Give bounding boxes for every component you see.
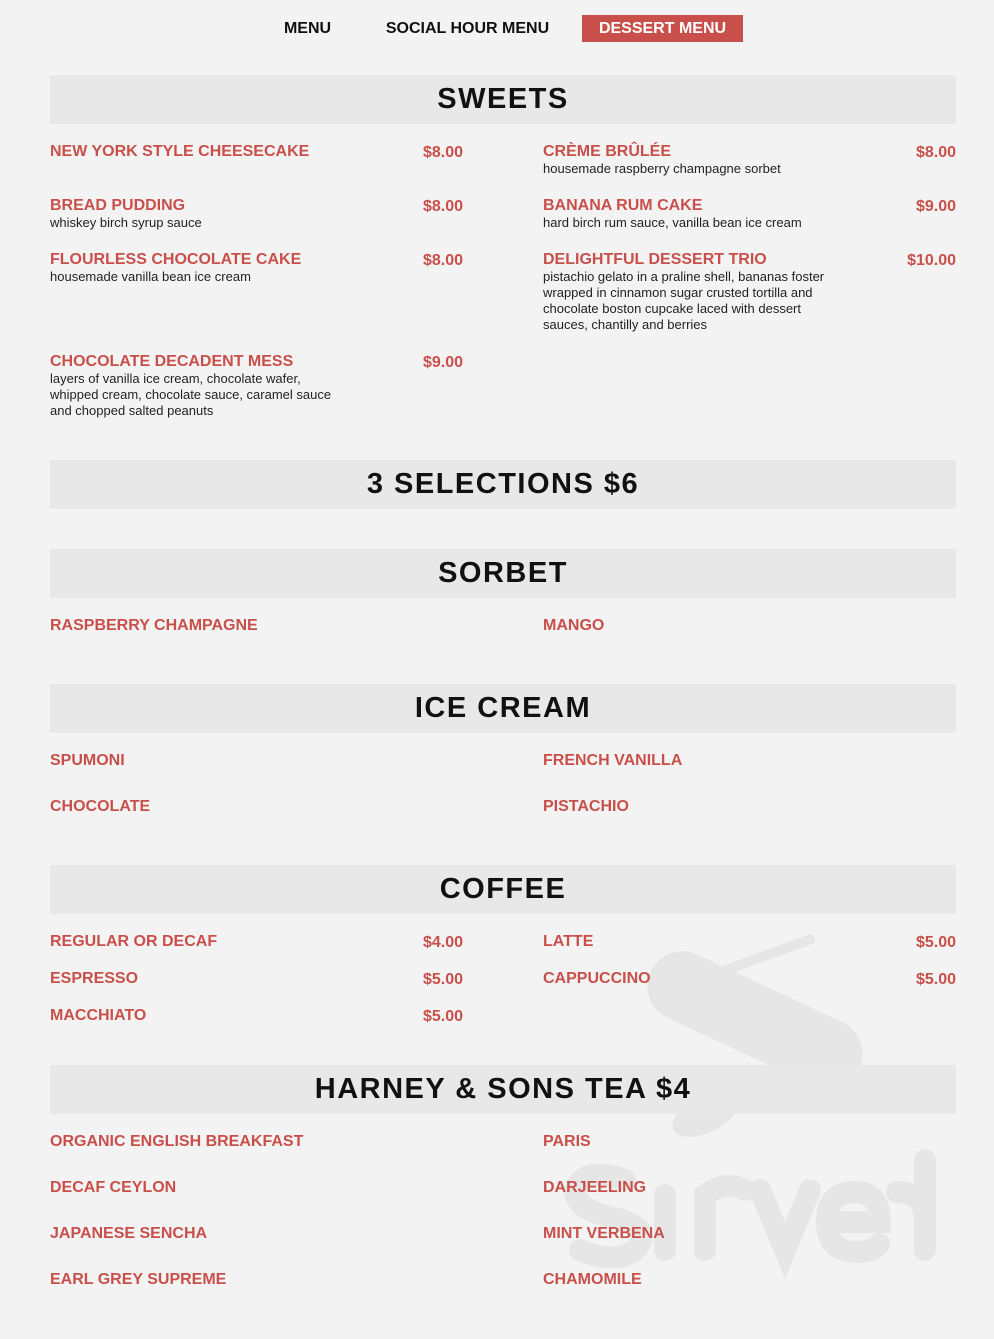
menu-item bbox=[543, 798, 956, 816]
nav-tab-social-hour-menu[interactable]: SOCIAL HOUR MENU bbox=[385, 20, 550, 37]
item-price: $8.00 bbox=[422, 198, 463, 215]
item-name: FRENCH VANILLA bbox=[543, 752, 683, 769]
item-name: MACCHIATO bbox=[50, 1007, 147, 1024]
menu-item bbox=[543, 251, 956, 333]
item-name: JAPANESE SENCHA bbox=[50, 1225, 208, 1242]
item-price: $5.00 bbox=[422, 1008, 463, 1025]
section-header-harney-sons-tea-4: HARNEY & SONS TEA $4 bbox=[50, 1065, 956, 1114]
menu-item bbox=[543, 1133, 956, 1151]
menu-item bbox=[50, 970, 463, 988]
menu-item bbox=[543, 1271, 956, 1289]
item-name: CHOCOLATE DECADENT MESS bbox=[50, 353, 294, 370]
item-description: whiskey birch syrup sauce bbox=[50, 215, 202, 230]
item-name: CAPPUCCINO bbox=[543, 970, 651, 987]
item-price: $8.00 bbox=[915, 144, 956, 161]
item-name: BREAD PUDDING bbox=[50, 197, 186, 214]
item-price: $10.00 bbox=[907, 252, 956, 269]
menu-item bbox=[50, 1179, 463, 1197]
item-name: CHAMOMILE bbox=[543, 1271, 642, 1288]
item-name: EARL GREY SUPREME bbox=[50, 1271, 227, 1288]
item-name: DELIGHTFUL DESSERT TRIO bbox=[543, 251, 767, 268]
item-name: MINT VERBENA bbox=[543, 1225, 665, 1242]
menu-item bbox=[50, 1007, 463, 1025]
menu-item bbox=[543, 1179, 956, 1197]
nav-tab-menu[interactable]: MENU bbox=[283, 20, 332, 37]
menu-item bbox=[50, 798, 463, 816]
item-name: FLOURLESS CHOCOLATE CAKE bbox=[50, 251, 302, 268]
item-price: $5.00 bbox=[422, 971, 463, 988]
menu-item bbox=[50, 1133, 463, 1151]
item-name: REGULAR OR DECAF bbox=[50, 933, 218, 950]
item-name: SPUMONI bbox=[50, 752, 125, 769]
item-name: PARIS bbox=[543, 1133, 591, 1150]
item-name: CRÈME BRÛLÉE bbox=[543, 143, 672, 160]
item-name: BANANA RUM CAKE bbox=[543, 197, 703, 214]
section-header-sorbet: SORBET bbox=[50, 549, 956, 598]
menu-item bbox=[543, 143, 956, 177]
menu-item bbox=[50, 933, 463, 951]
menu-item bbox=[50, 1225, 463, 1243]
item-name: MANGO bbox=[543, 617, 605, 634]
item-name: ESPRESSO bbox=[50, 970, 139, 987]
item-price: $4.00 bbox=[422, 934, 463, 951]
item-price: $9.00 bbox=[422, 354, 463, 371]
item-name: LATTE bbox=[543, 933, 594, 950]
item-description: pistachio gelato in a praline shell, bananas foster wrapped in cinnamon sugar crusted tortilla and chocolate boston cupcake laced with dessert sauces, chantilly and berries bbox=[543, 269, 825, 332]
menu-item bbox=[50, 143, 463, 161]
item-name: DARJEELING bbox=[543, 1179, 647, 1196]
item-name: DECAF CEYLON bbox=[50, 1179, 177, 1196]
item-price: $9.00 bbox=[915, 198, 956, 215]
menu-item bbox=[50, 752, 463, 770]
item-name: ORGANIC ENGLISH BREAKFAST bbox=[50, 1133, 304, 1150]
item-price: $5.00 bbox=[915, 934, 956, 951]
menu-item bbox=[50, 1271, 463, 1289]
nav-tab-dessert-menu[interactable]: DESSERT MENU bbox=[582, 15, 743, 42]
menu-item bbox=[543, 1225, 956, 1243]
menu-item bbox=[50, 197, 463, 231]
item-price: $8.00 bbox=[422, 252, 463, 269]
section-header-coffee: COFFEE bbox=[50, 865, 956, 914]
item-price: $8.00 bbox=[422, 144, 463, 161]
section-header-sweets: SWEETS bbox=[50, 75, 956, 124]
menu-item bbox=[50, 251, 463, 285]
menu-item bbox=[543, 197, 956, 231]
item-name: NEW YORK STYLE CHEESECAKE bbox=[50, 143, 310, 160]
utensil-watermark-icon bbox=[636, 933, 874, 1146]
item-name: PISTACHIO bbox=[543, 798, 629, 815]
item-price: $5.00 bbox=[915, 971, 956, 988]
item-name: CHOCOLATE bbox=[50, 798, 151, 815]
item-description: layers of vanilla ice cream, chocolate wafer, whipped cream, chocolate sauce, caramel sauce and chopped salted peanuts bbox=[50, 371, 332, 418]
menu-item bbox=[543, 752, 956, 770]
menu-item bbox=[543, 933, 956, 951]
menu-item bbox=[543, 617, 956, 635]
section-header-3-selections-6: 3 SELECTIONS $6 bbox=[50, 460, 956, 509]
item-description: hard birch rum sauce, vanilla bean ice cream bbox=[543, 215, 802, 230]
menu-item bbox=[50, 617, 463, 635]
section-header-ice-cream: ICE CREAM bbox=[50, 684, 956, 733]
menu-item bbox=[50, 353, 463, 419]
item-description: housemade raspberry champagne sorbet bbox=[543, 161, 781, 176]
item-name: RASPBERRY CHAMPAGNE bbox=[50, 617, 258, 634]
item-description: housemade vanilla bean ice cream bbox=[50, 269, 251, 284]
menu-item bbox=[543, 970, 956, 988]
